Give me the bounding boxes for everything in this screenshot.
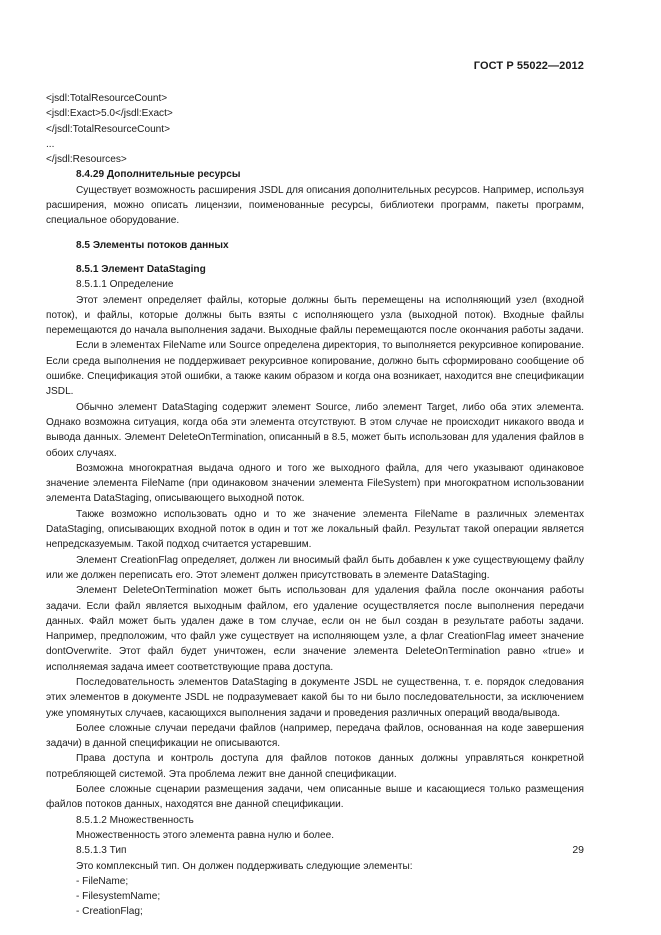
paragraph: Если в элементах FileName или Source определена директория, то выполняется рекурсивное копирование. Если среда выполнения не поддерживает рекурсивное копирование, должно быть сформировано сообщение об ошибке. Спецификация этой ошибки, а также каким образом и когда она возникает, находится вне спецификации JSDL.	[46, 340, 584, 398]
page-content	[46, 91, 584, 920]
paragraph: Обычно элемент DataStaging содержит элемент Source, либо элемент Target, либо оба этих элемента. Однако возможна ситуация, когда оба эти элемента отсутствуют. В этом случае не происходит никакого ввода и вывода данных. Элемент DeleteOnTermination, описанный в 8.5, может быть использован для удаления файлов в обоих случаях.	[46, 401, 584, 459]
paragraph: Это комплексный тип. Он должен поддерживать следующие элементы:	[76, 860, 413, 872]
paragraph: Последовательность элементов DataStaging в документе JSDL не существенна, т. е. порядок следования этих элементов в документе JSDL не подразумевает какой бы то ни было последовательности, за исключением уже упомянутых случаев, касающихся выполнения задачи и проведения различных операций ввода/вывода.	[46, 676, 584, 719]
list-item: - FilesystemName;	[76, 891, 161, 903]
paragraph: Существует возможность расширения JSDL для описания дополнительных ресурсов. Например, используя расширения, можно описать лицензии, поименованные ресурсы, библиотеки программ, пакеты программ, специальное оборудование.	[46, 184, 584, 227]
code-line: ...	[46, 138, 55, 150]
code-line: <jsdl:Exact>5.0</jsdl:Exact>	[46, 108, 173, 120]
section-heading-8-5-1-2: 8.5.1.2 Множественность	[76, 814, 194, 826]
document-standard-header: ГОСТ Р 55022—2012	[473, 60, 584, 72]
spacer	[46, 229, 584, 238]
code-line: </jsdl:Resources>	[46, 154, 127, 166]
paragraph: Также возможно использовать одно и то же значение элемента FileName в различных элементах DataStaging, описывающих входной поток в один и тот же локальный файл. Результат такой операции является непредсказуемым. Такой подход считается устаревшим.	[46, 508, 584, 551]
code-line: <jsdl:TotalResourceCount>	[46, 93, 168, 104]
spacer	[46, 253, 584, 262]
paragraph: Права доступа и контроль доступа для файлов потоков данных должны управляться конкретной потребляющей системой. Эта проблема лежит вне данной спецификации.	[46, 753, 584, 780]
paragraph: Элемент CreationFlag определяет, должен ли вносимый файл быть добавлен к уже существующему файлу или же должен переписать его. Этот элемент должен присутствовать в элементе DataStaging.	[46, 554, 584, 581]
page-number: 29	[572, 844, 584, 856]
paragraph: Более сложные сценарии размещения задачи, чем описанные выше и касающиеся только размещения файлов потоков данных, находятся вне данной спецификации.	[46, 784, 584, 811]
paragraph: Возможна многократная выдача одного и того же выходного файла, для чего указывают одинаковое значение элемента FileName (при одинаковом значении элемента FileSystem) при многократном использовании элемента DataStaging, описывающего выходной поток.	[46, 462, 584, 505]
section-heading-8-4-29: 8.4.29 Дополнительные ресурсы	[76, 169, 241, 181]
section-heading-8-5-1-3: 8.5.1.3 Тип	[76, 845, 127, 857]
section-heading-8-5-1: 8.5.1 Элемент DataStaging	[76, 263, 206, 275]
paragraph: Этот элемент определяет файлы, которые должны быть перемещены на исполняющий узел (входной поток), и файлы, которые должны быть взяты с исполняющего узла (выходной поток). Входные файлы перемещаются до начала выполнения задачи. Выходные файлы перемещаются после окончания работы задачи.	[46, 294, 584, 337]
section-heading-8-5: 8.5 Элементы потоков данных	[76, 239, 229, 251]
paragraph: Элемент DeleteOnTermination может быть использован для удаления файла после окончания работы задачи. Если файл является выходным файлом, его удаление осуществляется после выполнения передачи данных. Файл может быть удален даже в том случае, если он не был создан в результате работы задачи. Например, предположим, что файл уже существует на исполняющем узле, а флаг CreationFlag имеет значение dontOverwrite. Этот файл будет уничтожен, если значение элемента DeleteOnTermination равно «true» и исполняемая задача имеет соответствующие права доступа.	[46, 585, 584, 673]
list-item: - CreationFlag;	[76, 906, 143, 918]
paragraph: Множественность этого элемента равна нулю и более.	[76, 829, 335, 841]
section-heading-8-5-1-1: 8.5.1.1 Определение	[76, 279, 174, 291]
code-line: </jsdl:TotalResourceCount>	[46, 123, 170, 135]
paragraph: Более сложные случаи передачи файлов (например, передача файлов, основанная на коде завершения задачи) в данной спецификации не описываются.	[46, 722, 584, 750]
list-item: - FileName;	[76, 875, 129, 887]
